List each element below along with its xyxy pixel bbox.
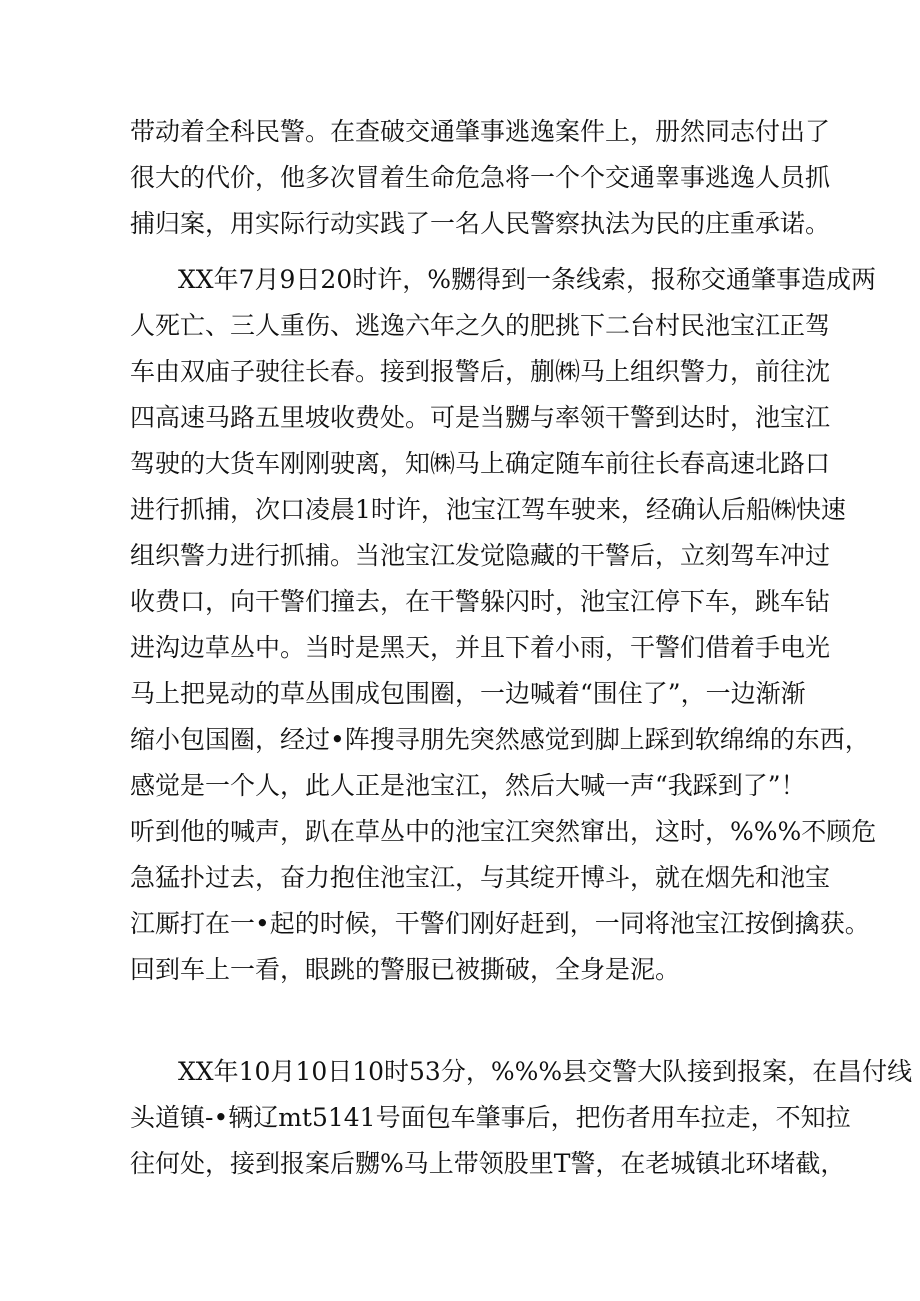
text-line: 收费口，向干警们撞去，在干警躲闪时，池宝江停下车，跳车钻 (130, 587, 831, 616)
text-line: 捕归案，用实际行动实践了一名人民警察执法为民的庄重承诺。 (130, 209, 831, 238)
text-line: 往何处，接到报案后嬲%马上带领股里T警，在老城镇北环堵截， (130, 1149, 846, 1178)
text-line: 进行抓捕，次口凌晨1时许，池宝江驾车驶来，经确认后船㈱快速 (130, 495, 846, 524)
text-line: 回到车上一看，眼跳的警服已被撕破，全身是泥。 (130, 955, 681, 984)
text-line: 听到他的喊声，趴在草丛中的池宝江突然窜出，这时，%%%不顾危 (130, 817, 877, 846)
text-line: 缩小包国圈，经过•阵搜寻朋先突然感觉到脚上踩到软绵绵的东西， (130, 725, 870, 754)
text-line: 车由双庙子驶往长春。接到报警后，蒯㈱马上组织警力，前往沈 (130, 357, 831, 386)
text-line: 人死亡、三人重伤、逃逸六年之久的肥挑下二台村民池宝江正驾 (130, 311, 831, 340)
text-line: 感觉是一个人，此人正是池宝江，然后大喊一声“我踩到了”！ (130, 771, 806, 800)
text-line: 组织警力进行抓捕。当池宝江发觉隐藏的干警后，立刻驾车冲过 (130, 541, 831, 570)
text-line: 带动着全科民警。在查破交通肇事逃逸案件上，册然同志付出了 (130, 117, 831, 146)
text-line: XX年10月10日10时53分，%%%县交警大队接到报案，在昌付线 (178, 1057, 913, 1086)
text-line: 驾驶的大货车刚刚驶离，知㈱马上确定随车前往长春高速北路口 (130, 449, 831, 478)
text-line: 急猛扑过去，奋力抱住池宝江，与其绽开博斗，就在烟先和池宝 (130, 863, 831, 892)
text-line (130, 994, 920, 1038)
text-line: 四高速马路五里坡收费处。可是当嬲与率领干警到达时，池宝江 (130, 403, 831, 432)
text-line: XX年7月9日20时许，%嬲得到一条线索，报称交通肇事造成两 (178, 265, 876, 294)
text-line: 江厮打在一•起的时候，干警们刚好赶到，一同将池宝江按倒擒获。 (130, 909, 870, 938)
text-line: 进沟边草丛中。当时是黑天，并且下着小雨，干警们借着手电光 (130, 633, 831, 662)
text-line: 很大的代价，他多次冒着生命危急将一个个交通睾事逃逸人员抓 (130, 163, 831, 192)
text-line: 头道镇-•辆辽mt5141号面包车肇事后，把伤者用车拉走，不知拉 (130, 1103, 851, 1132)
text-line: 马上把晃动的草丛围成包围圈，一边喊着“围住了”，一边渐渐 (130, 679, 806, 708)
